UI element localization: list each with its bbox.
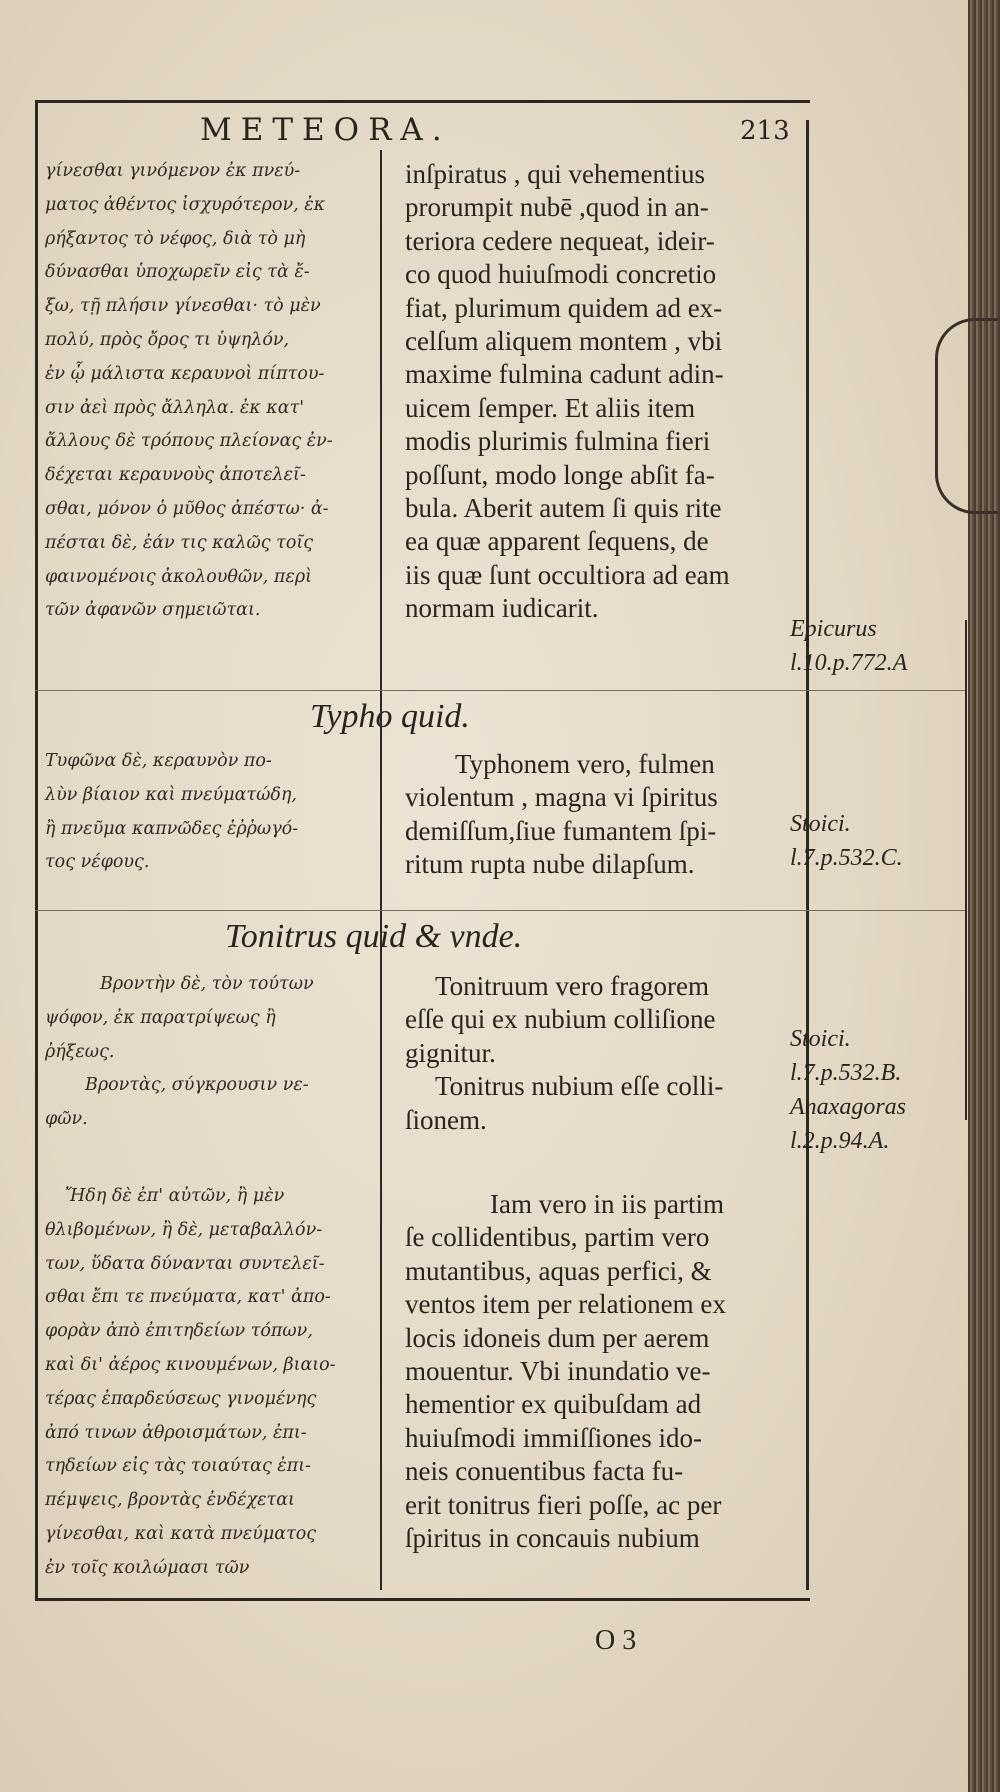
greek-line: ἐν τοῖς κοιλώμασι τῶν [45,1557,250,1578]
latin-line: teriora cedere nequeat, ideir- [405,225,715,256]
latin-line: Tonitrus nubium eſſe colli- [435,1071,724,1102]
greek-line: σιν ἀεὶ πρὸς ἄλληλα. ἐκ κατ' [45,397,305,418]
latin-line: normam iudicarit. [405,593,599,624]
note-author: Stoici. [790,1026,851,1052]
latin-line: gignitur. [405,1037,496,1068]
greek-line: ματος ἀθέντος ἰσχυρότερον, ἐκ [45,194,326,215]
section-heading-tonitrus: Tonitrus quid & vnde. [225,918,523,955]
greek-line: πολύ, πρὸς ὄρος τι ὑψηλόν, [45,329,290,350]
latin-line: ea quæ apparent ſequens, de [405,526,709,557]
latin-line: ſpiritus in concauis nubium [405,1523,700,1554]
latin-line: eſſe qui ex nubium colliſione [405,1004,716,1035]
running-title: METEORA. [200,112,451,148]
latin-line: demiſſum,ſiue fumantem ſpi- [405,815,717,846]
greek-line: θλιβομένων, ἢ δὲ, μεταβαλλόν- [45,1219,323,1240]
greek-line: δέχεται κεραυνοὺς ἀποτελεῖ- [45,465,306,486]
greek-line: των, ὕδατα δύνανται συντελεῖ- [45,1253,325,1274]
greek-line: τος νέφους. [45,852,150,873]
note-reference: l.7.p.532.C. [790,845,903,871]
latin-line: hementior ex quibuſdam ad [405,1389,702,1420]
greek-line: Βροντὰς, σύγκρουσιν νε- [85,1075,309,1096]
latin-line: uicem ſemper. Et aliis item [405,392,696,423]
latin-line: violentum , magna vi ſpiritus [405,782,718,813]
clasp-strap [935,318,998,514]
greek-line: τῶν ἀφανῶν σημειῶται. [45,600,261,621]
latin-column-section-1 [405,158,805,626]
latin-column-section-4 [405,1188,805,1555]
latin-column-section-2 [405,748,805,882]
latin-line: locis idoneis dum per aerem [405,1322,710,1353]
greek-line: δύνασθαι ὑποχωρεῖν εἰς τὰ ἔ- [45,262,310,283]
latin-line: modis plurimis fulmina fieri [405,426,711,457]
latin-line: co quod huiuſmodi concretio [405,259,717,290]
note-author: Epicurus [790,616,877,642]
greek-line: Βροντὴν δὲ, τὸν τούτων [100,974,314,994]
signature-mark: O 3 [595,1625,637,1656]
latin-line: poſſunt, modo longe abſit fa- [405,459,715,490]
greek-line: φῶν. [45,1109,88,1130]
latin-line: iis quæ ſunt occultiora ad eam [405,559,730,590]
note-author: Stoici. [790,811,851,837]
latin-line: ſionem. [405,1104,487,1135]
greek-line: ἄλλους δὲ τρόπους πλείονας ἐν- [45,431,333,452]
note-reference: l.7.p.532.B. [790,1060,902,1086]
greek-line: Ἤδη δὲ ἐπ' αὐτῶν, ἢ μὲν [65,1186,285,1206]
latin-line: ſe collidentibus, partim vero [405,1222,710,1253]
greek-line: γίνεσθαι γινόμενον ἐκ πνεύ- [45,161,301,181]
latin-line: inſpiratus , qui vehementius [405,159,705,189]
greek-column-section-4 [45,1180,365,1586]
margin-note-epicurus [790,612,907,680]
greek-column-section-1 [45,155,365,628]
latin-line: ventos item per relationem ex [405,1289,726,1320]
greek-line: ῥήξεως. [45,1041,115,1062]
greek-line: τέρας ἐπαρδεύσεως γινομένης [45,1388,317,1409]
latin-line: celſum aliquem montem , vbi [405,326,723,357]
greek-column-section-3 [45,968,365,1137]
latin-line: Typhonem vero, fulmen [455,749,715,779]
note-author: Anaxagoras [790,1094,906,1120]
latin-line: bula. Aberit autem ſi quis rite [405,493,722,524]
page-number: 213 [740,116,790,146]
latin-column-section-3 [405,970,805,1137]
latin-line: erit tonitrus fieri poſſe, ac per [405,1489,722,1520]
bottom-rule [35,1598,810,1601]
heading-rule-1 [35,690,965,691]
greek-line: φαινομένοις ἀκολουθῶν, περὶ [45,566,312,587]
greek-line: φορὰν ἀπὸ ἐπιτηδείων τόπων, [45,1321,313,1342]
latin-line: Tonitruum vero fragorem [435,971,710,1001]
margin-note-stoici-anaxagoras [790,1022,906,1158]
greek-line: σθαι, μόνον ὁ μῦθος ἀπέστω· ἀ- [45,498,329,519]
latin-line: mutantibus, aquas perfici, & [405,1255,712,1286]
page-fore-edge [968,0,1000,1792]
latin-line: Iam vero in iis partim [490,1189,724,1219]
latin-line: prorumpit nubē ,quod in an- [405,192,709,223]
note-reference: l.10.p.772.A [790,650,908,676]
greek-line: λὺν βίαιον καὶ πνεύματώδη, [45,784,297,805]
latin-line: maxime fulmina cadunt adin- [405,359,724,390]
greek-line: ἐν ᾧ μάλιστα κεραυνοὶ πίπτου- [45,363,325,384]
latin-line: fiat, plurimum quidem ad ex- [405,292,723,323]
greek-line: Τυφῶνα δὲ, κεραυνὸν πο- [45,751,272,771]
note-reference: l.2.p.94.A. [790,1128,890,1154]
greek-line: σθαι ἔπι τε πνεύματα, κατ' ἀπο- [45,1287,331,1308]
column-rule [380,150,382,1590]
greek-line: ξω, τῇ πλήσιν γίνεσθαι· τὸ μὲν [45,296,321,317]
greek-line: τηδείων εἰς τὰς τοιαύτας ἐπι- [45,1456,311,1477]
section-heading-typho: Typho quid. [310,698,470,735]
latin-line: ritum rupta nube dilapſum. [405,849,695,880]
greek-line: ρήξαντος τὸ νέφος, διὰ τὸ μὴ [45,228,306,249]
greek-line: καὶ δι' ἀέρος κινουμένων, βιαιο- [45,1354,336,1375]
latin-line: mouentur. Vbi inundatio ve- [405,1356,711,1387]
greek-line: ψόφον, ἐκ παρατρίψεως ἢ [45,1007,276,1028]
heading-rule-2 [35,910,965,911]
greek-line: ἢ πνεῦμα καπνῶδες ἐῤῥωγό- [45,818,299,839]
latin-line: huiuſmodi immiſſiones ido- [405,1422,702,1453]
greek-line: πέσται δὲ, ἐάν τις καλῶς τοῖς [45,532,314,553]
top-rule [35,100,810,103]
greek-line: γίνεσθαι, καὶ κατὰ πνεύματος [45,1523,317,1544]
left-rule [35,100,38,1600]
greek-line: πέμψεις, βροντὰς ἐνδέχεται [45,1490,295,1511]
greek-column-section-2 [45,745,365,880]
note-right-rule [965,620,967,1120]
latin-line: neis conuentibus facta fu- [405,1456,684,1487]
margin-note-stoici-1 [790,807,903,875]
greek-line: ἀπό τινων ἀθροισμάτων, ἐπι- [45,1422,307,1443]
